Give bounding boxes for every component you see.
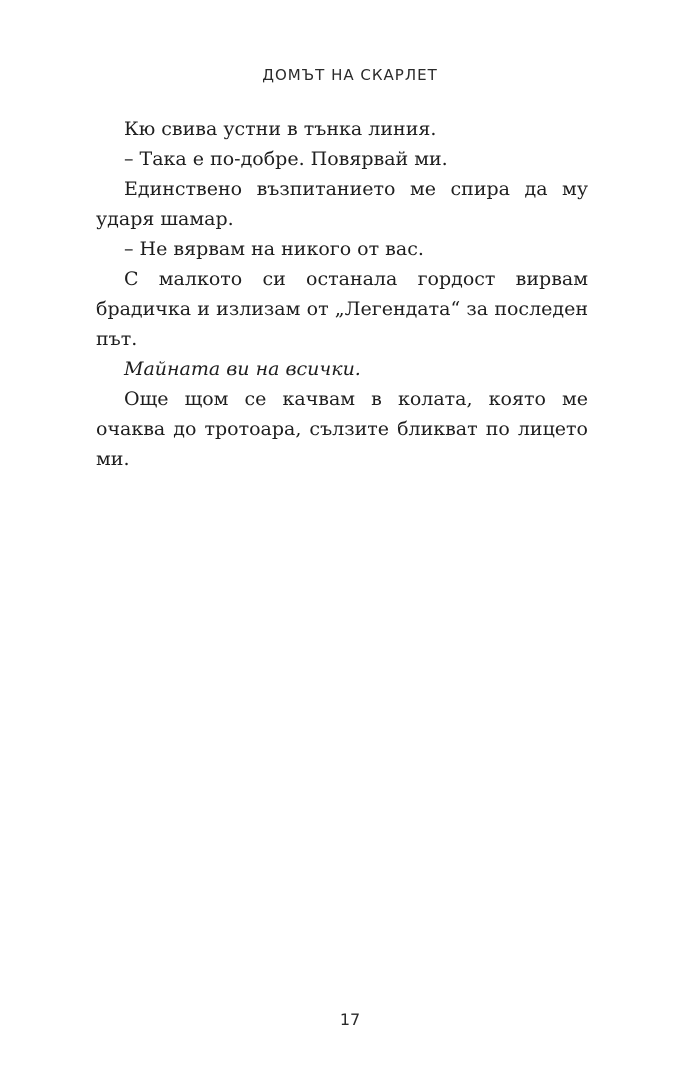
- body-text: [96, 114, 588, 474]
- dialogue-line: – Не вярвам на никого от вас.: [124, 238, 424, 260]
- paragraph: Още щом се качвам в колата, която ме очаква до тротоара, сълзите бликват по лицето ми.: [96, 388, 588, 470]
- paragraph: С малкото си останала гордост вирвам брадичка и излизам от „Легендата“ за последен път.: [96, 268, 588, 350]
- paragraph: Кю свива устни в тънка линия.: [124, 118, 437, 140]
- paragraph: Единствено възпитанието ме спира да му ударя шамар.: [96, 178, 588, 230]
- italic-thought: Майната ви на всички.: [124, 358, 361, 380]
- running-header: ДОМЪТ НА СКАРЛЕТ: [262, 66, 438, 84]
- page-number: 17: [339, 1010, 361, 1029]
- dialogue-line: – Така е по-добре. Повярвай ми.: [124, 148, 448, 170]
